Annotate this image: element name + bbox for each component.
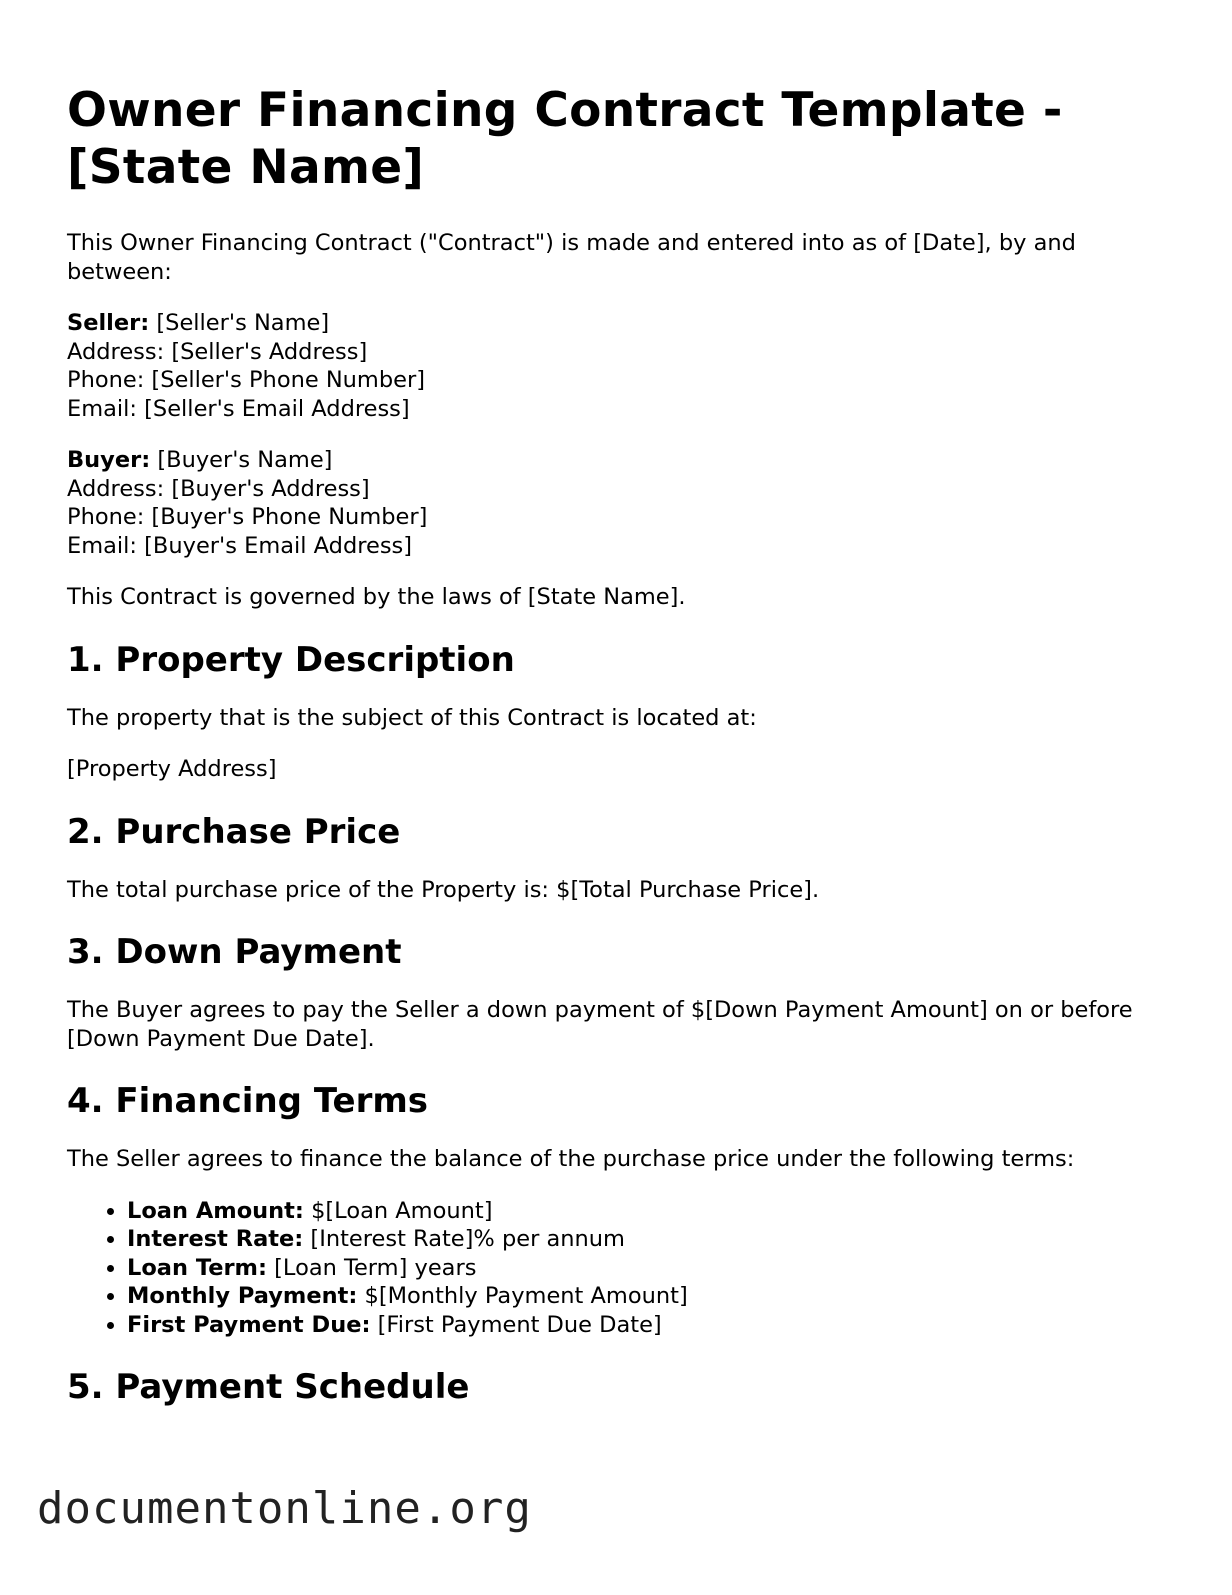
list-item (127, 1197, 1167, 1226)
watermark-text: documentonline.org (37, 1483, 532, 1534)
contract-document (67, 82, 1167, 1431)
financing-terms-paragraph: The Seller agrees to finance the balance of the purchase price under the following terms: (67, 1146, 1075, 1172)
buyer-phone: Phone: [Buyer's Phone Number] (67, 504, 428, 530)
buyer-block (67, 446, 1167, 560)
seller-address: Address: [Seller's Address] (67, 338, 368, 365)
term-label: Monthly Payment: (127, 1283, 358, 1309)
term-label: Loan Amount: (127, 1197, 304, 1224)
property-paragraph: The property that is the subject of this Contract is located at: (67, 704, 757, 731)
seller-label: Seller: (67, 310, 150, 336)
financing-terms-list (67, 1197, 1167, 1340)
buyer-name-line (67, 446, 1167, 475)
property-address: [Property Address] (67, 756, 277, 782)
list-item (127, 1282, 1167, 1311)
section-heading-financing-terms: 4. Financing Terms (67, 1081, 429, 1121)
list-item (127, 1254, 1167, 1283)
term-value: [First Payment Due Date] (377, 1311, 662, 1338)
term-label: First Payment Due: (127, 1311, 371, 1338)
list-item (127, 1311, 1167, 1340)
term-value: $[Loan Amount] (311, 1197, 493, 1224)
governing-law: This Contract is governed by the laws of [State Name]. (67, 584, 686, 610)
term-value: $[Monthly Payment Amount] (364, 1283, 688, 1309)
buyer-address: Address: [Buyer's Address] (67, 475, 370, 502)
section-heading-down-payment: 3. Down Payment (67, 932, 402, 972)
document-title: Owner Financing Contract Template - [State Name] (67, 83, 1063, 195)
seller-name-line (67, 309, 1167, 338)
section-heading-property: 1. Property Description (67, 639, 515, 680)
seller-block (67, 309, 1167, 423)
seller-name: [Seller's Name] (156, 310, 330, 336)
seller-phone: Phone: [Seller's Phone Number] (67, 367, 426, 393)
section-heading-payment-schedule: 5. Payment Schedule (67, 1367, 470, 1407)
term-value: [Loan Term] years (274, 1254, 477, 1281)
term-label: Interest Rate: (127, 1226, 304, 1252)
section-heading-purchase-price: 2. Purchase Price (67, 811, 401, 852)
intro-paragraph: This Owner Financing Contract ("Contract") is made and entered into as of [Date], by and between: (67, 230, 1076, 285)
buyer-email: Email: [Buyer's Email Address] (67, 532, 413, 559)
down-payment-paragraph: The Buyer agrees to pay the Seller a down payment of $[Down Payment Amount] on or before [Down Payment Due Date]. (67, 997, 1133, 1052)
term-value: [Interest Rate]% per annum (310, 1226, 625, 1252)
seller-email: Email: [Seller's Email Address] (67, 395, 410, 422)
purchase-price-paragraph: The total purchase price of the Property is: $[Total Purchase Price]. (67, 876, 820, 903)
buyer-name: [Buyer's Name] (157, 447, 333, 473)
buyer-label: Buyer: (67, 447, 151, 473)
list-item (127, 1225, 1167, 1254)
term-label: Loan Term: (127, 1254, 267, 1281)
